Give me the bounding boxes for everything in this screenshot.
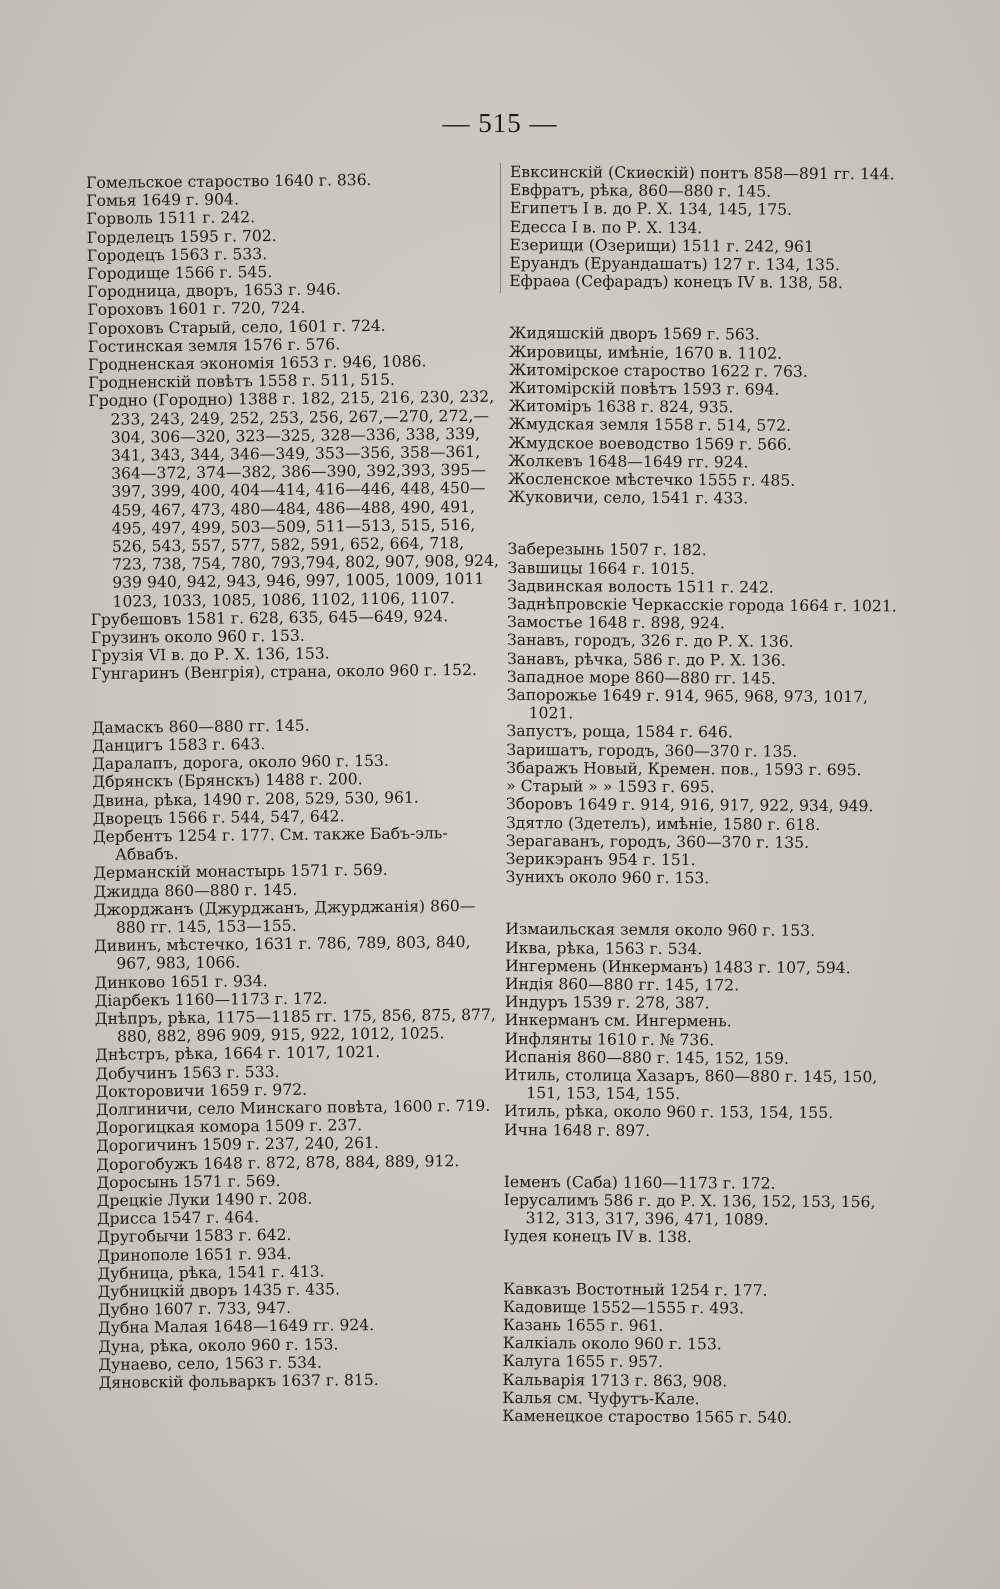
index-entry: Добучинъ 1563 г. 533. (95, 1062, 280, 1083)
index-entry: Зерагаванъ, городъ, 360—370 г. 135. (505, 831, 810, 852)
index-entry: Казань 1655 г. 961. (502, 1315, 664, 1335)
index-entry: Збаражъ Новый, Кремен. пов., 1593 г. 695. (506, 758, 862, 780)
index-entry: Жировицы, имѣніе, 1670 в. 1102. (508, 342, 783, 363)
index-entry: Дубницкій дворъ 1435 г. 435. (97, 1280, 341, 1301)
index-entry: Зунихъ около 960 г. 153. (505, 868, 710, 888)
column-divider (500, 163, 501, 293)
index-entry: Иква, рѣка, 1563 г. 534. (505, 938, 703, 958)
index-entry: Дерманскій монастырь 1571 г. 569. (93, 861, 388, 883)
index-entry: Жосленское мѣстечко 1555 г. 485. (508, 470, 796, 490)
index-entry: Дорогобужъ 1648 г. 872, 878, 884, 889, 912. (96, 1151, 460, 1174)
section-gap (503, 1246, 903, 1282)
index-entry: Дринополе 1651 г. 934. (97, 1244, 292, 1265)
index-entry: Измаильская земля около 960 г. 153. (505, 920, 816, 941)
index-entry: Заришатъ, городъ, 360—370 г. 135. (506, 740, 798, 761)
index-entry: Дубно 1607 г. 733, 947. (97, 1299, 292, 1320)
index-entry: Дунаево, село, 1563 г. 534. (98, 1353, 323, 1374)
index-entry: Іеменъ (Саба) 1160—1173 г. 172. (503, 1172, 776, 1193)
index-entry: Инфлянты 1610 г. № 736. (504, 1029, 715, 1049)
index-entry: Динково 1651 г. 934. (94, 971, 268, 992)
index-column-left (86, 170, 509, 1392)
index-entry: Жолкевъ 1648—1649 гг. 924. (508, 451, 749, 472)
index-entry: Дивинъ, мѣстечко, 1631 г. 786, 789, 803, 840, 967, 983, 1066. (93, 933, 471, 974)
index-entry: Грузія VI в. до Р. Х. 136, 153. (90, 644, 330, 666)
index-entry: Городница, дворъ, 1653 г. 946. (87, 280, 342, 302)
index-entry: Зерикэранъ 954 г. 151. (505, 849, 696, 870)
index-entry: Гунгаринъ (Венгрія), страна, около 960 г. 152. (91, 661, 478, 684)
index-section-k (502, 1280, 903, 1428)
index-entry: Грузинъ около 960 г. 153. (90, 626, 305, 648)
index-entry: Данцигъ 1583 г. 643. (91, 735, 266, 755)
index-column-right (502, 163, 910, 1428)
index-entry: Горволь 1511 г. 242. (86, 208, 256, 229)
index-entry: Заднѣпровскіе Черкасскіе города 1664 г. 1021. (507, 595, 897, 616)
index-section-d (92, 714, 509, 1392)
index-entry: Итиль, столица Хазаръ, 860—880 г. 145, 150, 151, 153, 154, 155. (504, 1065, 878, 1104)
index-entry: Каменецкое староство 1565 г. 540. (502, 1406, 793, 1427)
section-gap (91, 679, 501, 718)
index-entry: Калкіаль около 960 г. 153. (502, 1334, 722, 1354)
index-entry: Двина, рѣка, 1490 г. 208, 529, 530, 961. (92, 788, 419, 810)
index-entry: Діарбекъ 1160—1173 г. 172. (94, 989, 328, 1010)
index-entry: Докторовичи 1659 г. 972. (95, 1080, 308, 1101)
index-entry: Доросынь 1571 г. 569. (96, 1171, 281, 1192)
index-entry: Днѣпръ, рѣка, 1175—1185 гг. 175, 856, 875, 877, 880, 882, 896 909, 915, 922, 1012, 1025. (94, 1005, 496, 1046)
index-entry: Жмудское воеводство 1569 г. 566. (508, 433, 792, 454)
index-entry: Гомья 1649 г. 904. (86, 190, 239, 211)
index-entry: Едесса I в. по Р. Х. 134. (509, 217, 703, 237)
index-entry: Жмудская земля 1558 г. 514, 572. (508, 415, 792, 436)
index-entry: Запустъ, роща, 1584 г. 646. (506, 722, 733, 742)
index-entry: Испанія 860—880 г. 145, 152, 159. (504, 1047, 790, 1068)
index-entry: Дербентъ 1254 г. 177. См. также Бабъ-эль-Абвабъ. (92, 824, 448, 864)
index-entry: Гродненскій повѣтъ 1558 г. 511, 515. (88, 371, 396, 393)
index-entry: Завшицы 1664 г. 1015. (507, 558, 696, 578)
index-section-z (506, 540, 908, 888)
index-section-g (86, 170, 501, 684)
index-entry: Дрецкіе Луки 1490 г. 208. (96, 1189, 313, 1210)
index-entry: Калуга 1655 г. 957. (502, 1352, 664, 1372)
index-entry: Гостинская земля 1576 г. 576. (87, 335, 341, 356)
index-entry: Индія 860—880 гг. 145, 172. (504, 974, 740, 995)
index-entry: Іудея конецъ IV в. 138. (503, 1227, 692, 1247)
index-entry: Даралапъ, дорога, около 960 г. 153. (92, 751, 389, 774)
index-section-i-dotted (503, 1173, 903, 1248)
index-entry: Грубешовъ 1581 г. 628, 635, 645—649, 924. (90, 607, 449, 629)
index-entry: Дуна, рѣка, около 960 г. 153. (98, 1335, 339, 1356)
index-entry: Кадовище 1552—1555 г. 493. (502, 1297, 745, 1318)
index-entry: Дяновскій фольваркъ 1637 г. 815. (98, 1371, 379, 1392)
index-entry: Гороховъ 1601 г. 720, 724. (87, 299, 306, 320)
index-entry: Индуръ 1539 г. 278, 387. (504, 993, 710, 1013)
index-entry: Джорджанъ (Джурджанъ, Джурджанія) 860—880 гг. 145, 153—155. (93, 896, 476, 937)
index-entry: Городецъ 1563 г. 533. (86, 244, 268, 265)
index-entry: Зборовъ 1649 г. 914, 916, 917, 922, 934, 949. (506, 795, 874, 816)
index-entry: Ична 1648 г. 897. (504, 1120, 651, 1140)
index-entry: Другобычи 1583 г. 642. (97, 1226, 292, 1247)
index-entry: Гродненская экономія 1653 г. 946, 1086. (87, 352, 427, 375)
index-entry: Дворецъ 1566 г. 544, 547, 642. (92, 807, 345, 828)
index-entry: Ингермень (Инкерманъ) 1483 г. 107, 594. (505, 956, 851, 977)
index-entry: Дубна Малая 1648—1649 гг. 924. (97, 1316, 375, 1338)
index-entry: Евфратъ, рѣка, 860—880 г. 145. (509, 181, 772, 201)
index-entry: Задвинская волость 1511 г. 242. (507, 576, 774, 597)
index-entry: Жидяшскій дворъ 1569 г. 563. (508, 324, 760, 344)
index-entry: Горделецъ 1595 г. 702. (86, 226, 277, 247)
index-entry: Дамаскъ 860—880 гг. 145. (91, 716, 310, 737)
section-gap (505, 886, 905, 922)
index-entry: Гороховъ Старый, село, 1601 г. 724. (87, 316, 386, 338)
index-entry: Іерусалимъ 586 г. до Р. Х. 136, 152, 153, 156, 312, 313, 317, 396, 471, 1089. (503, 1190, 876, 1229)
index-entry: Джидда 860—880 г. 145. (93, 880, 298, 901)
index-entry: Дбрянскъ (Брянскъ) 1488 г. 200. (92, 770, 363, 792)
index-entry: » Старый » » 1593 г. 695. (506, 777, 715, 797)
index-entry: Занавъ, рѣчка, 586 г. до Р. Х. 136. (506, 649, 786, 670)
index-entry: Дрисса 1547 г. 464. (96, 1208, 260, 1229)
index-entry: Ефраѳа (Сефарадъ) конецъ IV в. 138, 58. (509, 272, 843, 293)
index-entry: Дубница, рѣка, 1541 г. 413. (97, 1262, 325, 1283)
index-entry: Занавъ, городъ, 326 г. до Р. Х. 136. (507, 631, 794, 652)
index-entry: Долгиничи, село Минскаго повѣта, 1600 г. 719. (95, 1096, 491, 1119)
index-entry: Здятло (Здетелъ), имѣніе, 1580 г. 618. (505, 813, 821, 834)
index-entry: Итиль, рѣка, около 960 г. 153, 154, 155. (504, 1102, 834, 1123)
index-entry: Житоміръ 1638 г. 824, 935. (508, 397, 734, 417)
index-entry: Евксинскій (Скиѳскій) понтъ 858—891 гг. 144. (509, 163, 895, 184)
index-entry: Дорогичинъ 1509 г. 237, 240, 261. (96, 1134, 380, 1156)
index-entry: Городище 1566 г. 545. (86, 263, 273, 284)
page-number: — 515 — (442, 108, 558, 138)
index-entry: Днѣстръ, рѣка, 1664 г. 1017, 1021. (95, 1043, 381, 1065)
index-entry: Инкерманъ см. Ингермень. (504, 1011, 732, 1031)
index-section-zh (508, 324, 909, 508)
index-entry: Египетъ I в. до Р. Х. 134, 145, 175. (509, 199, 793, 220)
index-entry: Западное море 860—880 гг. 145. (506, 667, 776, 688)
index-entry: Еруандъ (Еруандашатъ) 127 г. 134, 135. (509, 254, 840, 275)
index-section-i (504, 920, 905, 1141)
index-entry: Заберезынь 1507 г. 182. (507, 540, 707, 560)
index-entry: Гомельское староство 1640 г. 836. (86, 171, 372, 192)
index-entry: Кавказъ Востотный 1254 г. 177. (503, 1279, 768, 1300)
index-entry: Запорожье 1649 г. 914, 965, 968, 973, 1017, 1021. (506, 686, 869, 723)
index-entry: Житомірское староство 1622 г. 763. (508, 360, 808, 381)
section-gap (504, 1139, 904, 1175)
index-entry: Житомірскій повѣтъ 1593 г. 694. (508, 379, 780, 399)
index-section-e (509, 163, 910, 293)
index-entry: Гродно (Городно) 1388 г. 182, 215, 216, 230, 232, 233, 243, 249, 252, 253, 256, 267,—270, 272,—304, 306—320, 323—325, 328—336, 338, 339, 341, 343, 344, 346—349, 353—356, 358—361, 364—372, 374—382, 386—390, 392,393, 395—397, 399, 400, 404—414, 416—446, 448, 450—459, 467, 473, 480—484, 486—488, 490, 491, 495, 497, 499, 503—509, 511—513, 515, 516, 526, 543, 557, 577, 582, 591, 652, 664, 718, 723, 738, 754, 780, 793,794, 802, 907, 908, 924, 939 940, 942, 943, 946, 997, 1005, 1009, 1011 1023, 1033, 1085, 1086, 1102, 1106, 1107. (88, 388, 500, 611)
index-entry: Замостье 1648 г. 898, 924. (507, 613, 725, 633)
index-entry: Жуковичи, село, 1541 г. 433. (507, 488, 749, 508)
index-entry: Калья см. Чуфутъ-Кале. (502, 1388, 700, 1408)
section-gap (508, 506, 908, 542)
index-entry: Езерищи (Озерищи) 1511 г. 242, 961 (509, 235, 814, 256)
section-gap (509, 290, 909, 326)
index-entry: Кальварія 1713 г. 863, 908. (502, 1370, 728, 1390)
index-entry: Дорогицкая комора 1509 г. 237. (95, 1116, 363, 1138)
